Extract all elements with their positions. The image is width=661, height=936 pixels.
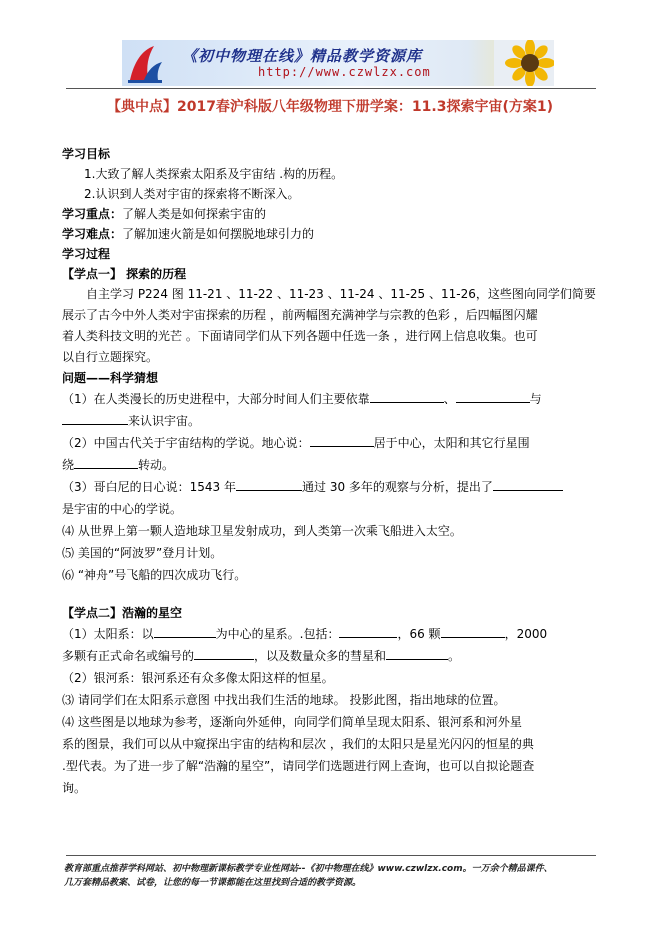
blank-line: [236, 478, 302, 491]
q2-text: （2）中国古代关于宇宙结构的学说。地心说：: [62, 436, 310, 450]
header-banner: [122, 40, 554, 86]
key-text: 了解人类是如何探索宇宙的: [122, 207, 267, 221]
q1-end: 与: [529, 392, 542, 406]
header-rule: [66, 88, 596, 89]
q1-tail: 来认识宇宙。: [128, 414, 201, 428]
process-heading: 学习过程: [62, 247, 111, 261]
blank-line: [310, 434, 374, 447]
difficulty-point: [62, 224, 604, 244]
site-logo-icon: [124, 42, 166, 84]
key-label: 学习重点：: [62, 207, 123, 221]
banner-title: 《初中物理在线》精品教学资源库: [182, 47, 423, 65]
question-3-cont: 是宇宙的中心的学说。: [62, 502, 183, 516]
document-title: 【典中点】2017春沪科版八年级物理下册学案：11.3探索宇宙(方案1): [106, 99, 554, 115]
question-2-cont: [62, 454, 604, 476]
question-4: ⑷ 从世界上第一颗人造地球卫星发射成功，到人类第一次乘飞船进入太空。: [62, 524, 462, 538]
goal-item: 2.认识到人类对宇宙的探索将不断深入。: [84, 187, 300, 201]
footer-rule: [66, 855, 596, 856]
goal-item: 1.大致了解人类探索太阳系及宇宙结 .构的历程。: [84, 167, 344, 181]
goals-heading: 学习目标: [62, 147, 111, 161]
blank-line: [441, 625, 505, 638]
question-1-cont: [62, 410, 604, 432]
q2-tail: 转动。: [138, 458, 175, 472]
point1-heading: 【学点一】 探索的历程: [62, 267, 187, 281]
universe-para-line: ⑷ 这些图是以地球为参考，逐渐向外延伸，向同学们简单呈现太阳系、银河系和河外星: [62, 715, 522, 729]
question-3: [62, 476, 604, 498]
milky-way-line: （2）银河系：银河系还有众多像太阳这样的恒星。: [62, 671, 334, 685]
point1-paragraph-line: 着人类科技文明的光芒 。下面请同学们从下列各题中任选一条 ，进行网上信息收集。也可: [62, 329, 538, 343]
point2-heading: 【学点二】浩瀚的星空: [62, 606, 183, 620]
question-2: [62, 432, 604, 454]
question-1: [62, 388, 604, 410]
blank-line: [456, 390, 530, 403]
q1-text: （1）在人类漫长的历史进程中，大部分时间人们主要依靠: [62, 392, 370, 406]
point1-paragraph-line: 自主学习 P224 图 11-21 、11-22 、11-23 、11-24 、11-25 、11-26，这些图向同学们简要: [86, 287, 596, 301]
q1-separator: 、: [443, 392, 456, 406]
blank-line: [339, 625, 397, 638]
s1-text-f: ，以及数量众多的彗星和: [254, 649, 387, 663]
earth-location-line: ⑶ 请同学们在太阳系示意图 中找出我们生活的地球。 投影此图，指出地球的位置。: [62, 693, 506, 707]
point1-paragraph-line: 以自行立题探究。: [62, 350, 159, 364]
universe-para-line: 询。: [62, 781, 87, 795]
blank-line: [370, 390, 444, 403]
universe-para-line: 系的图景，我们可以从中窥探出宇宙的结构和层次 ，我们的太阳只是星光闪闪的恒星的典: [62, 737, 534, 751]
footer: [64, 862, 609, 890]
blank-line: [154, 625, 216, 638]
banner-url[interactable]: http://www.czwlzx.com: [258, 65, 431, 79]
question-heading: 问题——科学猜想: [62, 371, 159, 385]
q2-text-b: 居于中心，太阳和其它行星围: [373, 436, 530, 450]
s1-end: 。: [448, 649, 461, 663]
s1-text-c: ，66 颗: [397, 627, 441, 641]
question-5: ⑸ 美国的“阿波罗”登月计划。: [62, 546, 223, 560]
s1-text-e: 多颗有正式命名或编号的: [62, 649, 195, 663]
difficulty-label: 学习难点：: [62, 227, 123, 241]
question-6: ⑹ “神舟”号飞船的四次成功飞行。: [62, 568, 247, 582]
point1-paragraph-line: 展示了古今中外人类对宇宙探索的历程 ，前两幅图充满神学与宗教的色彩 ，后四幅图闪耀: [62, 308, 538, 322]
universe-para-line: .型代表。为了进一步了解“浩瀚的星空”，请同学们选题进行网上查询，也可以自拟论题查: [62, 759, 535, 773]
blank-line: [493, 478, 563, 491]
difficulty-text: 了解加速火箭是如何摆脱地球引力的: [122, 227, 315, 241]
solar-system-line: [62, 623, 604, 645]
key-point: [62, 204, 604, 224]
s1-text-b: 为中心的星系。.包括：: [215, 627, 340, 641]
sunflower-icon: [494, 40, 554, 86]
s1-text: （1）太阳系：以: [62, 627, 154, 641]
s1-text-d: ，2000: [504, 627, 548, 641]
q2-text-c: 绕: [62, 458, 75, 472]
footer-line: 几万套精品教案、试卷，让您的每一节课都能在这里找到合适的教学资源。: [64, 878, 362, 888]
q3-text: （3）哥白尼的日心说：1543 年: [62, 480, 236, 494]
footer-line: 教育部重点推荐学科网站、初中物理新课标教学专业性网站--《初中物理在线》www.czwlzx.com。一万余个精品课件、: [64, 864, 553, 874]
solar-system-cont: [62, 645, 604, 667]
blank-line: [74, 456, 138, 469]
blank-line: [62, 412, 128, 425]
q3-text-b: 通过 30 多年的观察与分析，提出了: [302, 480, 493, 494]
document-body: [62, 144, 604, 799]
blank-line: [194, 647, 254, 660]
blank-line: [386, 647, 448, 660]
